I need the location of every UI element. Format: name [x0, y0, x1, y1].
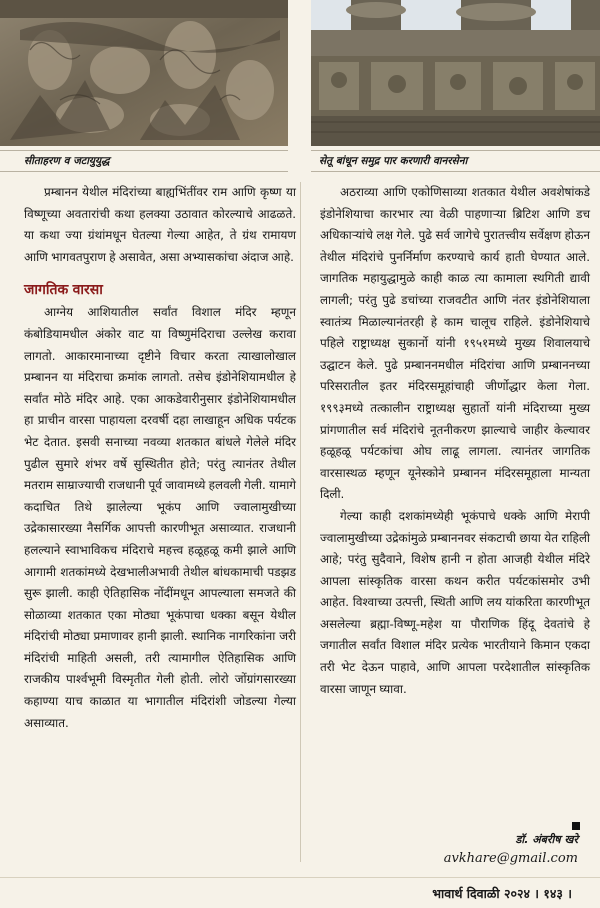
caption-right — [311, 150, 600, 172]
temple-wall-photo-monkey-army — [311, 0, 600, 146]
caption-left — [0, 150, 288, 172]
relief-photo-sita-abduction — [0, 0, 288, 146]
end-of-article-mark — [572, 822, 580, 830]
footer-publication: भावार्थ दिवाळी २०२४ । १४३ । — [432, 886, 572, 901]
paragraph: आग्नेय आशियातील सर्वांत विशाल मंदिर म्हणून कंबोडियामधील अंकोर वाट या विष्णुमंदिराचा उल्लेख करावा लागतो. आकारमानाच्या दृष्टीने विचार करता त्याखालोखाल प्रम्बानन या मंदिराचा क्रमांक लागतो. तसेच इंडोनेशियामधील हे सर्वांत मोठे मंदिर आहे. एका आकडेवारीनुसार इंडोनेशियामधील हा प्राचीन वारसा पाहायला दरवर्षी दहा लाखाहून अधिक पर्यटक भेट देतात. इसवी सनाच्या नवव्या शतकात बांधले गेलेले मंदिर पुढील सुमारे शंभर वर्षे सुस्थितीत होते; परंतु त्यानंतर तेथील मतराम साम्राज्याची राजधानी पूर्व जावामध्ये हलवली गेली. यामागे कदाचित तिथे झालेल्या भूकंप आणि ज्वालामुखीच्या उद्रेकासारख्या नैसर्गिक आपत्ती कारणीभूत असाव्यात. राजधानी हलल्याने स्वाभाविकच मंदिराचे महत्त्व हळूहळू कमी झाले आणि आगामी शतकांमध्ये देखभालीअभावी तेथील बांधकामाची पडझड सुरू झाली. काही ऐतिहासिक नोंदींमधून आपल्याला समजते की सोळाव्या शतकात एका मोठ्या भूकंपाचा धक्का बसून येथील मंदिरांची मोठ्या प्रमाणावर हानी झाली. स्थानिक नागरिकांना जरी मंदिरांची माहिती असली, तरी त्यामागील ऐतिहासिक आणि राजकीय पार्श्वभूमी विस्मृतीत गेली होती. लोरो जोंग्रांगसारख्या कहाण्या याच काळात या भागातील मंदिरांशी जोडल्या गेल्या असाव्यात. — [24, 305, 296, 730]
paragraph: गेल्या काही दशकांमध्येही भूकंपाचे धक्के आणि मेरापी ज्वालामुखीच्या उद्रेकांमुळे प्रम्बाननवर संकटाची छाया येत राहिली आहे; परंतु सुदैवाने, विशेष हानी न होता आजही येथील मंदिरे आपला सांस्कृतिक वारसा कथन करीत पर्यटकांसमोर उभी आहेत. विश्वाच्या उत्पत्ती, स्थिती आणि लय यांकरिता कारणीभूत असलेल्या ब्रह्मा-विष्णू-महेश या पौराणिक हिंदू देवतांचे हे जगातील सर्वांत विशाल मंदिर प्रत्येक भारतीयाने किमान एकदा तरी भेट देऊन पाहावे, आणि आपला परदेशातील सांस्कृतिक वारसा जाणून घ्यावा. — [320, 508, 590, 696]
article-column-left — [24, 182, 296, 734]
article-column-right — [320, 182, 590, 700]
column-divider — [300, 182, 301, 862]
paragraph: अठराव्या आणि एकोणिसाव्या शतकात येथील अवशेषांकडे इंडोनेशियाचा कारभार त्या वेळी पाहणाऱ्या ब्रिटिश आणि डच अधिकाऱ्यांचे लक्ष गेले. पुढे सर्व जागेचे पुरातत्त्वीय सर्वेक्षण होऊन तेथील मंदिरांचे पुनर्निर्माण करण्याचे कार्य हाती घेण्यात आले. जागतिक महायुद्धामुळे काही काळ त्या कामाला स्थगिती द्यावी लागली; परंतु पुढे डचांच्या राजवटीत आणि नंतर इंडोनेशियाला स्वातंत्र्य मिळाल्यानंतरही हे काम चालूच राहिले. इंडोनेशियाचे पहिले राष्ट्राध्यक्ष सुकार्नो यांनी १९५१मध्ये मुख्य शिवालयाचे उद्घाटन केले. पुढे प्रम्बाननमधील मंदिरांचा आणि प्रम्बाननच्या परिसरातील इतर मंदिरसमूहांचाही जीर्णोद्धार केला गेला. १९९३मध्ये तत्कालीन राष्ट्राध्यक्ष सुहार्तो यांनी मंदिराच्या मुख्य प्रांगणातील सर्व मंदिरांचे नूतनीकरण झाल्याचे जाहीर केल्यावर हळूहळू पर्यटकांचा ओघ लाढू लागला. त्यानंतर जागतिक वारसास्थळ म्हणून यूनेस्कोने प्रम्बानन मंदिरसमूहाला मान्यता दिली. — [320, 185, 590, 502]
caption-right-text: सेतू बांधून समुद्र पार करणारी वानरसेना — [319, 155, 468, 167]
author-name: डॉ. अंबरीष खरे — [515, 833, 578, 846]
caption-left-text: सीताहरण व जटायुयुद्ध — [24, 155, 110, 167]
author-email-link[interactable]: avkhare@gmail.com — [443, 851, 578, 866]
paragraph: प्रम्बानन येथील मंदिरांच्या बाह्यभिंतींवर राम आणि कृष्ण या विष्णूच्या अवतारांची कथा हलक्या उठावात कोरल्याचे आढळते. या कथा ज्या ग्रंथांमधून घेतल्या गेल्या आहेत, ते ग्रंथ रामायण आणि भागवतपुराण हे असावेत, असा अभ्यासकांचा अंदाज आहे. — [24, 185, 296, 264]
footer-rule — [0, 877, 600, 878]
section-heading: जागतिक वारसा — [24, 282, 103, 299]
